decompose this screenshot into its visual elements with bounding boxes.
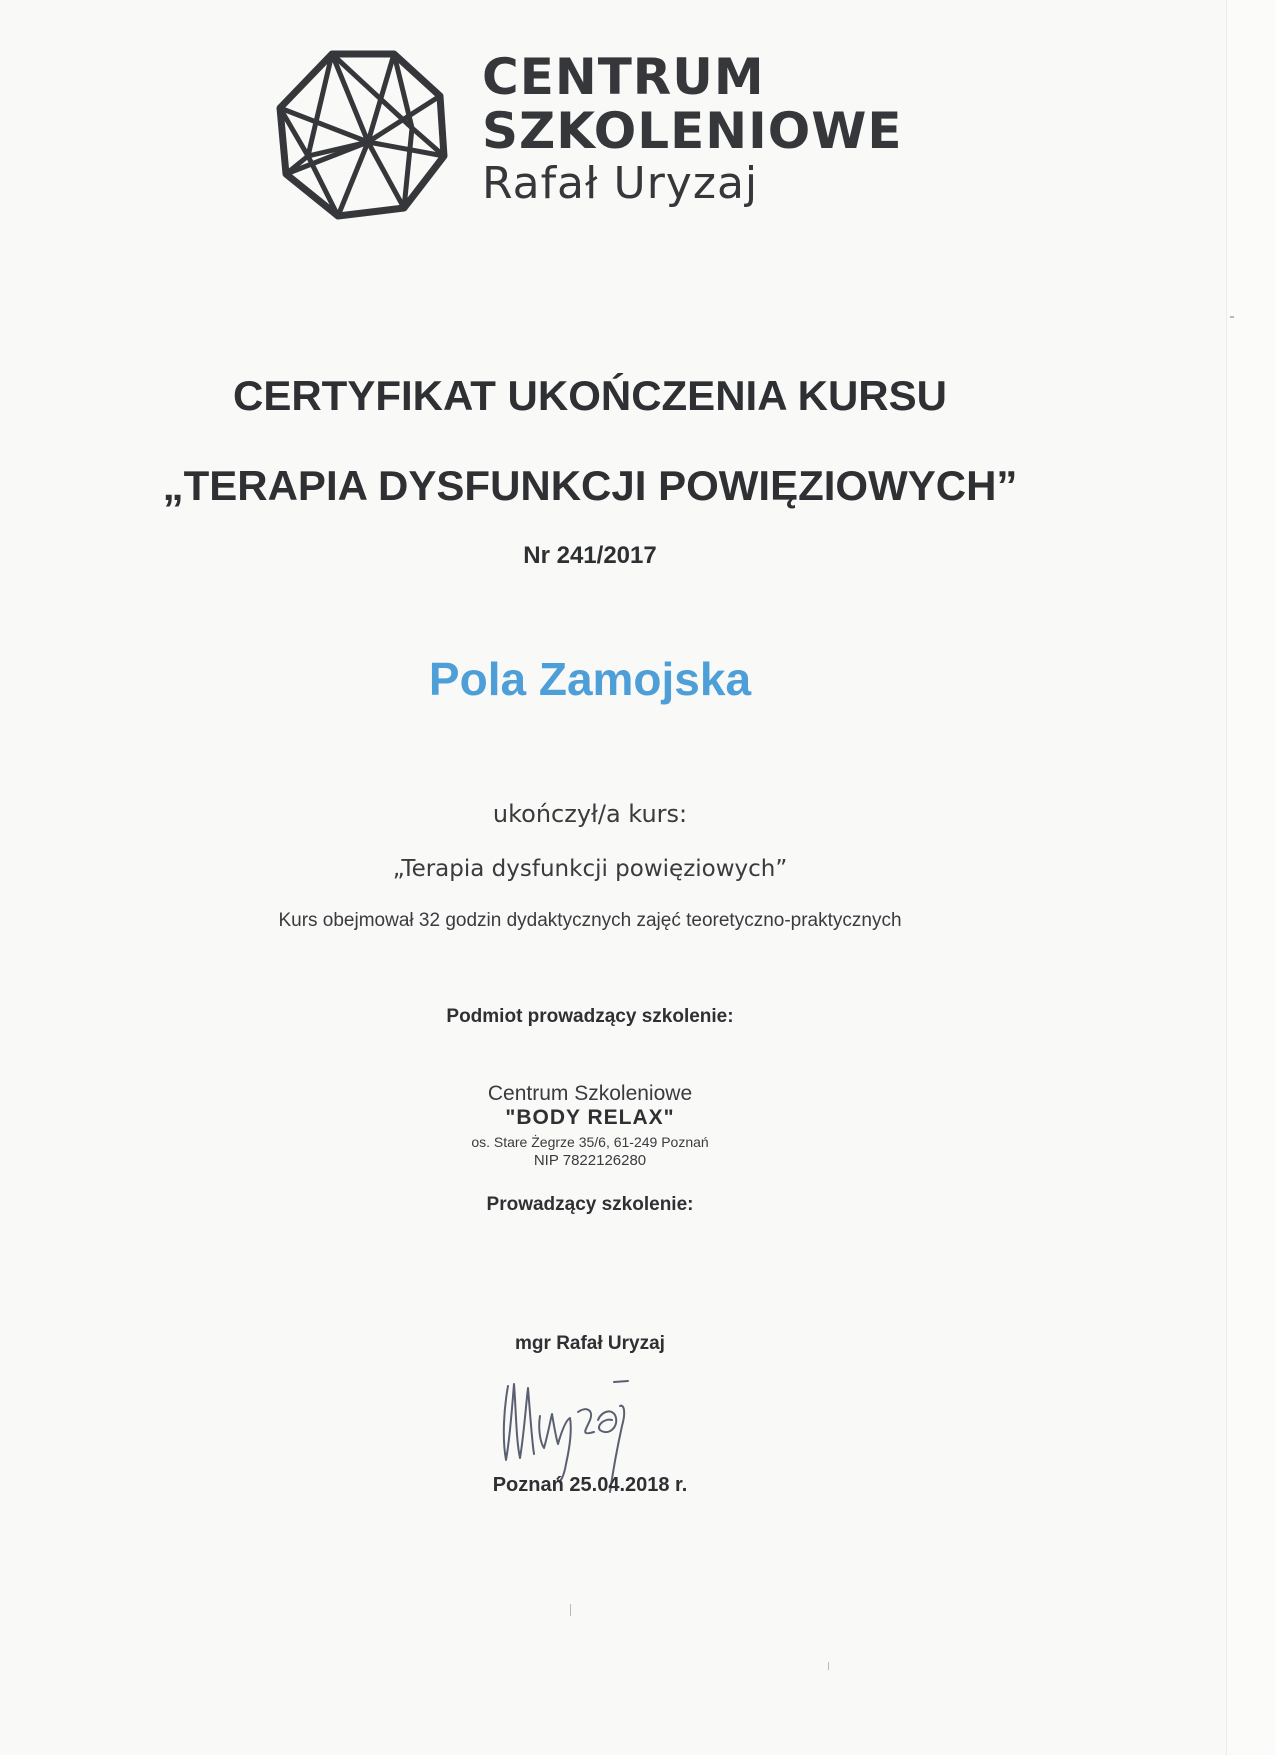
course-title: „TERAPIA DYSFUNKCJI POWIĘZIOWYCH” <box>162 462 1018 509</box>
paper-speck <box>828 1662 829 1670</box>
course-hours: Kurs obejmował 32 godzin dydaktycznych zajęć teoretyczno-praktycznych <box>278 910 902 931</box>
recipient-name: Pola Zamojska <box>428 653 752 705</box>
certificate-title: CERTYFIKAT UKOŃCZENIA KURSU <box>233 372 947 419</box>
provider-brand: "BODY RELAX" <box>505 1106 675 1129</box>
logo-line-centrum: CENTRUM <box>482 48 765 106</box>
certificate-number: Nr 241/2017 <box>523 542 657 569</box>
paper-speck <box>1230 316 1234 318</box>
paper-speck <box>570 1604 571 1616</box>
provider-label: Podmiot prowadzący szkolenie: <box>446 1006 734 1027</box>
place-date: Poznań 25.04.2018 r. <box>492 1474 688 1496</box>
logo-line-szkoleniowe: SZKOLENIOWE <box>482 102 903 160</box>
logo-text <box>482 50 903 210</box>
page-edge <box>1226 0 1275 1755</box>
logo-line-owner: Rafał Uryzaj <box>482 158 759 209</box>
trainer-label: Prowadzący szkolenie: <box>486 1194 694 1215</box>
logo <box>272 40 932 230</box>
course-name: „Terapia dysfunkcji powięziowych” <box>392 856 788 882</box>
provider-nip: NIP 7822126280 <box>533 1152 647 1169</box>
trainer-name: mgr Rafał Uryzaj <box>515 1333 665 1354</box>
provider-address: os. Stare Żegrze 35/6, 61-249 Poznań <box>471 1134 709 1150</box>
completed-text: ukończył/a kurs: <box>492 800 688 828</box>
provider-name: Centrum Szkoleniowe <box>487 1082 693 1105</box>
geometric-octagon-logo-icon <box>272 46 450 224</box>
